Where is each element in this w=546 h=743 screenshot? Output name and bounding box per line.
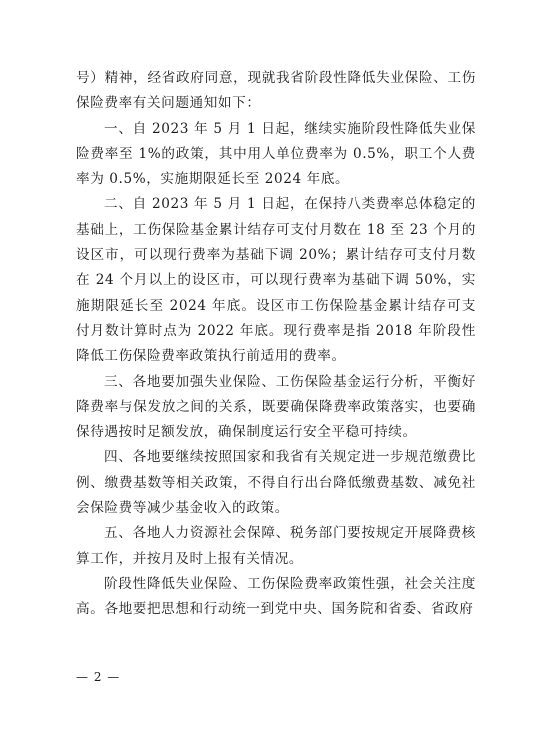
paragraph-item-5: 五、各地人力资源社会保障、税务部门要按规定开展降费核算工作，并按月及时上报有关情况。	[76, 525, 476, 567]
page-number: — 2 —	[76, 670, 121, 684]
paragraph-intro: 号）精神，经省政府同意，现就我省阶段性降低失业保险、工伤保险费率有关问题通知如下：	[76, 70, 476, 112]
paragraph-item-4: 四、各地要继续按照国家和我省有关规定进一步规范缴费比例、缴费基数等相关政策，不得自行出台降低缴费基数、减免社会保险费等减少基金收入的政策。	[76, 449, 476, 517]
paragraph-item-2: 二、自 2023 年 5 月 1 日起，在保持八类费率总体稳定的基础上，工伤保险基金累计结存可支付月数在 18 至 23 个月的设区市，可以现行费率为基础下调 20%；累计结存可支付月数在 24 个月以上的设区市，可以现行费率为基础下调 50%，实施期限延长至 2024 年底。设区市工伤保险基金累计结存可支付月数计算时点为 2022 年底。现行费率是指 2018 年阶段性降低工伤保险费率政策执行前适用的费率。	[76, 196, 476, 365]
paragraph-closing: 阶段性降低失业保险、工伤保险费率政策性强，社会关注度高。各地要把思想和行动统一到党中央、国务院和省委、省政府	[76, 575, 476, 618]
paragraph-item-1: 一、自 2023 年 5 月 1 日起，继续实施阶段性降低失业保险费率至 1%的政策，其中用人单位费率为 0.5%，职工个人费率为 0.5%，实施期限延长至 2024 年底。	[76, 120, 476, 188]
document-body	[76, 66, 476, 623]
paragraph-item-3: 三、各地要加强失业保险、工伤保险基金运行分析，平衡好降费率与保发放之间的关系，既要确保降费率政策落实，也要确保待遇按时足额发放，确保制度运行安全平稳可持续。	[76, 373, 476, 441]
